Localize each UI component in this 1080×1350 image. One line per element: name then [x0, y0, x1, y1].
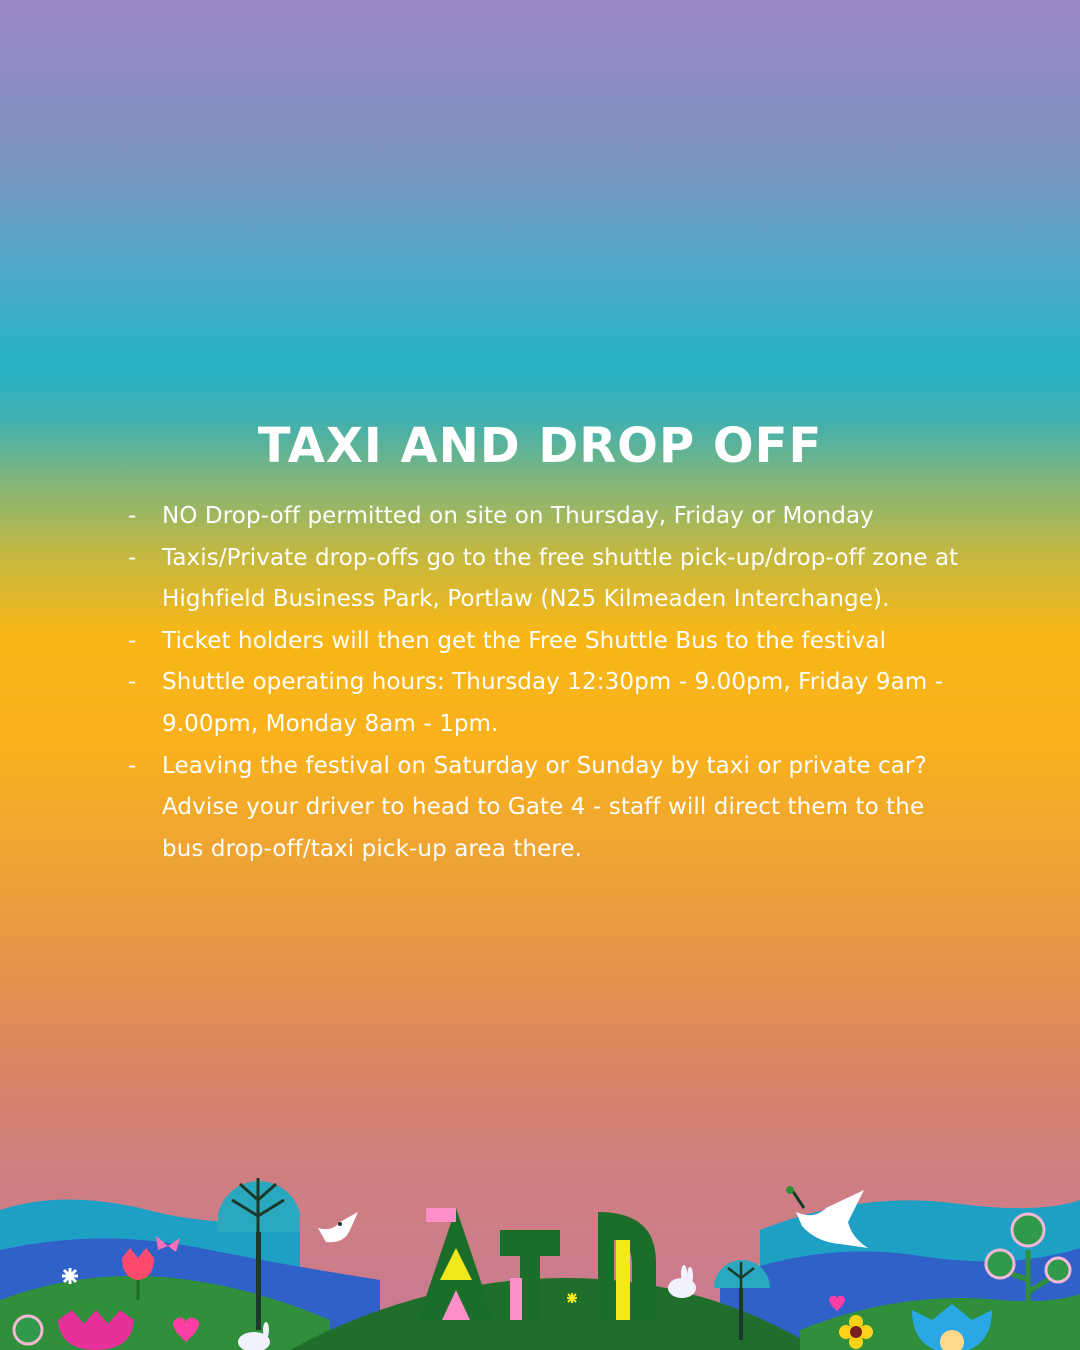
bullet-dash: - — [128, 752, 137, 779]
bullet-dash: - — [128, 503, 137, 529]
rule-text: Shuttle operating hours: Thursday 12:30pm - 9.00pm, Friday 9am - 9.00pm, Monday 8am - 1pm. — [162, 669, 944, 737]
rule-text: Taxis/Private drop-offs go to the free shuttle pick-up/drop-off zone at Highfield Business Park, Portlaw (N25 Kilmeaden Interchange). — [162, 544, 959, 613]
star-icon — [567, 1293, 577, 1303]
rabbit-icon — [668, 1265, 696, 1298]
list-item — [128, 496, 968, 538]
rules-list — [128, 496, 968, 870]
list-item — [128, 621, 968, 663]
list-item — [128, 746, 968, 871]
bullet-dash: - — [128, 544, 137, 571]
rule-text: Leaving the festival on Saturday or Sunday by taxi or private car? Advise your driver to head to Gate 4 - staff will direct them to the bus drop-off/taxi pick-up area there. — [162, 752, 927, 862]
bullet-dash: - — [128, 627, 137, 654]
tree-icon — [14, 1316, 42, 1344]
rule-text: NO Drop-off permitted on site on Thursday, Friday or Monday — [162, 503, 874, 529]
list-item — [128, 662, 968, 745]
landscape-illustration — [0, 1170, 1080, 1350]
list-item — [128, 538, 968, 621]
page-title: TAXI AND DROP OFF — [257, 418, 823, 474]
bullet-dash: - — [128, 669, 137, 696]
dove-icon — [318, 1212, 358, 1242]
logo — [418, 1208, 656, 1320]
star-icon — [62, 1268, 78, 1284]
rule-text: Ticket holders will then get the Free Shuttle Bus to the festival — [162, 627, 887, 654]
